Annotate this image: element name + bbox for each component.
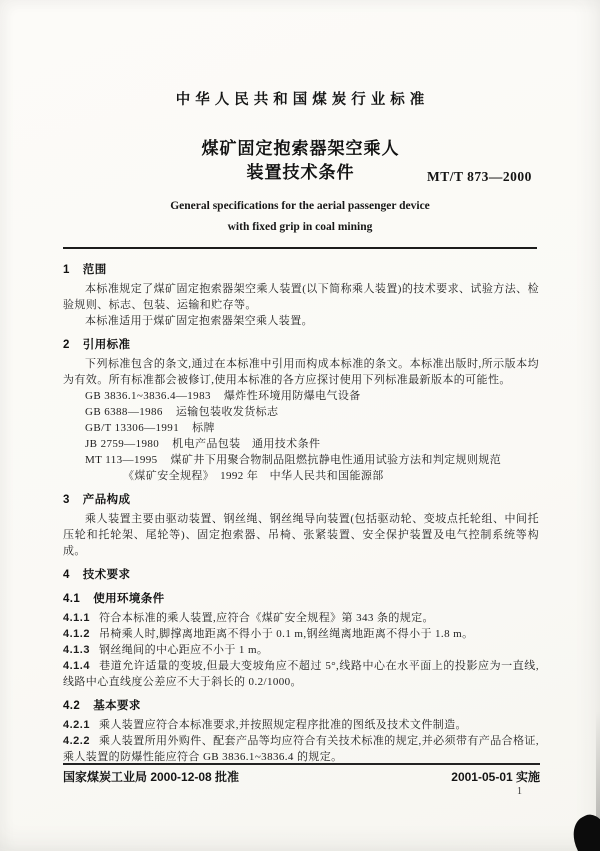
clause bbox=[63, 610, 539, 626]
clause-number: 4.1.4 bbox=[63, 660, 90, 672]
reference-code: MT 113—1995 bbox=[85, 454, 158, 466]
reference-item bbox=[63, 436, 539, 452]
clause-text: 钢丝绳间的中心距应不小于 1 m。 bbox=[98, 644, 269, 656]
section-heading-technical-requirements bbox=[63, 567, 539, 583]
reference-code: GB 6388—1986 bbox=[85, 406, 163, 418]
page-number: 1 bbox=[517, 786, 522, 797]
reference-title: 标牌 bbox=[192, 422, 215, 434]
clause-number: 4.2.1 bbox=[63, 719, 90, 731]
clause bbox=[63, 626, 539, 642]
section-title: 产品构成 bbox=[82, 494, 131, 506]
standard-number: MT/T 873—2000 bbox=[427, 169, 532, 184]
clause-text: 吊椅乘人时,脚撑离地距离不得小于 0.1 m,钢丝绳离地距离不得小于 1.8 m。 bbox=[98, 628, 474, 640]
section-heading-composition bbox=[63, 492, 539, 508]
reference-item bbox=[63, 388, 539, 404]
reference-code: JB 2759—1980 bbox=[85, 438, 160, 450]
subsection-number: 4.2 bbox=[63, 700, 81, 712]
document-title-en bbox=[0, 196, 600, 238]
title-en-line2: with fixed grip in coal mining bbox=[227, 221, 373, 233]
reference-code: GB 3836.1~3836.4—1983 bbox=[85, 390, 211, 402]
title-cn-line1: 煤矿固定抱索器架空乘人 bbox=[201, 139, 400, 158]
clause-number: 4.1.1 bbox=[63, 612, 90, 624]
section-number: 3 bbox=[63, 494, 70, 506]
clause-number: 4.1.3 bbox=[63, 644, 90, 656]
reference-item-safety-regulation: 《煤矿安全规程》 1992 年 中华人民共和国能源部 bbox=[123, 470, 384, 482]
footer bbox=[63, 768, 540, 785]
scope-paragraph-1: 本标准规定了煤矿固定抱索器架空乘人装置(以下简称乘人装置)的技术要求、试验方法、检验规则、标志、包装、运输和贮存等。 bbox=[63, 283, 539, 311]
clause bbox=[63, 658, 539, 690]
title-en-line1: General specifications for the aerial passenger device bbox=[170, 200, 430, 212]
reference-item bbox=[63, 452, 539, 468]
scope-paragraph-2: 本标准适用于煤矿固定抱索器架空乘人装置。 bbox=[85, 315, 313, 327]
subsection-heading-environment bbox=[63, 591, 539, 607]
subsection-heading-basic-requirements bbox=[63, 698, 539, 714]
subsection-number: 4.1 bbox=[63, 593, 81, 605]
reference-title: 爆炸性环境用防爆电气设备 bbox=[223, 390, 361, 402]
scan-smudge-artifact bbox=[565, 810, 600, 851]
section-heading-scope bbox=[63, 262, 539, 278]
title-cn-line2: 装置技术条件 bbox=[246, 163, 355, 182]
clause-text: 乘人装置应符合本标准要求,并按照规定程序批准的图纸及技术文件制造。 bbox=[98, 719, 467, 731]
section-title: 技术要求 bbox=[82, 569, 131, 581]
subsection-title: 基本要求 bbox=[93, 700, 141, 712]
references-intro-paragraph: 下列标准包含的条文,通过在本标准中引用而构成本标准的条文。本标准出版时,所示版本均为有效。所有标准都会被修订,使用本标准的各方应探讨使用下列标准最新版本的可能性。 bbox=[63, 358, 539, 386]
clause-number: 4.1.2 bbox=[63, 628, 90, 640]
composition-paragraph: 乘人装置主要由驱动装置、钢丝绳、钢丝绳导向装置(包括驱动轮、变坡点托轮组、中间托压轮和托轮架、尾轮等)、固定抱索器、吊椅、张紧装置、安全保护装置及电气控制系统等构成。 bbox=[63, 513, 539, 557]
clause-text: 符合本标准的乘人装置,应符合《煤矿安全规程》第 343 条的规定。 bbox=[98, 612, 434, 624]
approval-note: 国家煤炭工业局 2000-12-08 批准 bbox=[63, 770, 240, 784]
document-body bbox=[63, 260, 539, 765]
clause-text: 乘人装置所用外购件、配套产品等均应符合有关技术标准的规定,并必须带有产品合格证,乘人装置的防爆性能应符合 GB 3836.1~3836.4 的规定。 bbox=[63, 735, 539, 763]
section-number: 4 bbox=[63, 569, 70, 581]
reference-title: 运输包装收发货标志 bbox=[175, 406, 279, 418]
footer-divider bbox=[63, 763, 540, 765]
clause bbox=[63, 717, 539, 733]
clause-number: 4.2.2 bbox=[63, 735, 90, 747]
standard-type-heading: 中华人民共和国煤炭行业标准 bbox=[175, 92, 430, 108]
reference-item bbox=[63, 404, 539, 420]
section-heading-references bbox=[63, 337, 539, 353]
implementation-note: 2001-05-01 实施 bbox=[451, 770, 540, 784]
clause-text: 巷道允许适量的变坡,但最大变坡角应不超过 5°,线路中心在水平面上的投影应为一直线,线路中心直线度公差应不大于斜长的 0.2/1000。 bbox=[63, 660, 539, 688]
reference-title: 煤矿井下用聚合物制品阻燃抗静电性通用试验方法和判定规则规范 bbox=[170, 454, 502, 466]
clause bbox=[63, 642, 539, 658]
section-title: 范围 bbox=[82, 264, 107, 276]
subsection-title: 使用环境条件 bbox=[93, 593, 165, 605]
section-title: 引用标准 bbox=[82, 339, 131, 351]
reference-code: GB/T 13306—1991 bbox=[85, 422, 180, 434]
section-number: 2 bbox=[63, 339, 70, 351]
reference-title: 机电产品包装 通用技术条件 bbox=[172, 438, 321, 450]
reference-item bbox=[63, 420, 539, 436]
header-divider bbox=[63, 247, 537, 249]
section-number: 1 bbox=[63, 264, 70, 276]
clause bbox=[63, 733, 539, 765]
